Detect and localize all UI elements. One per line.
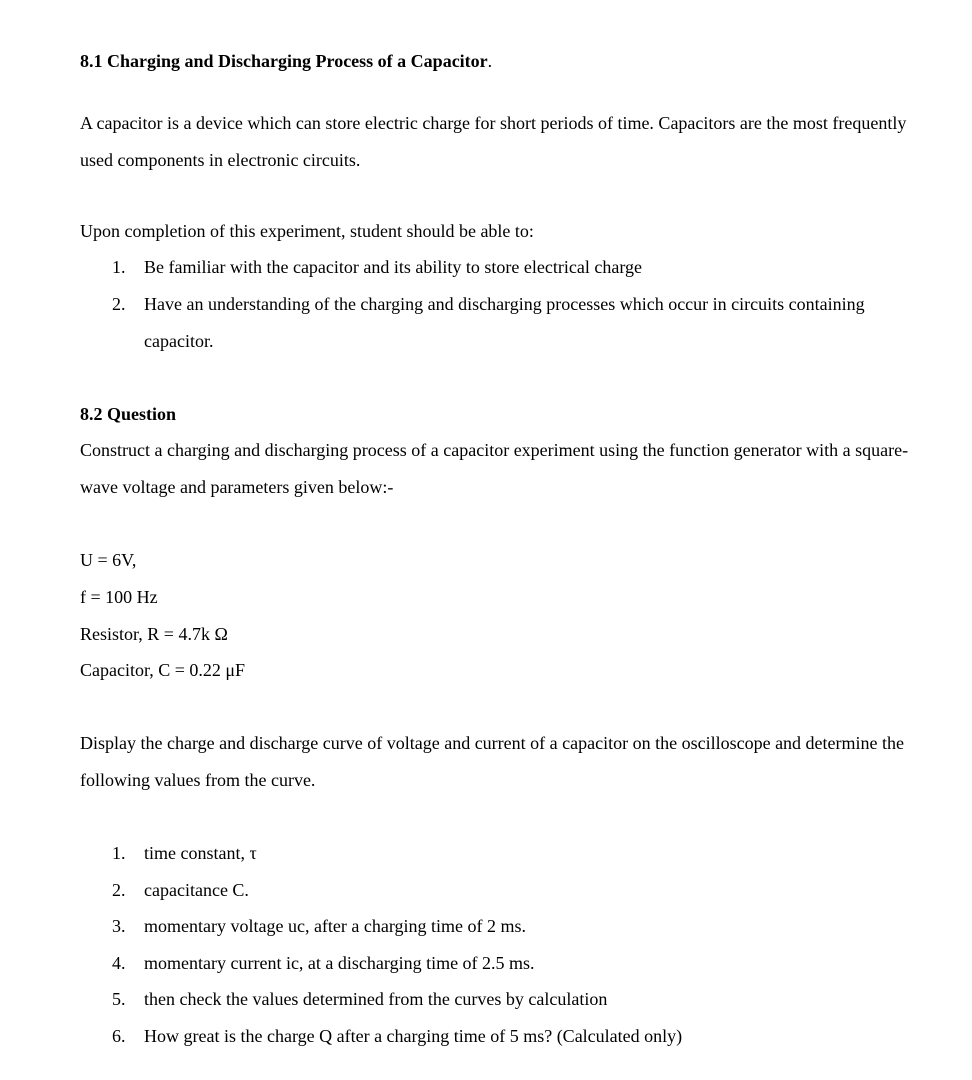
- list-item-text: then check the values determined from the curves by calculation: [144, 989, 608, 1009]
- question-prompt: Construct a charging and discharging process of a capacitor experiment using the function generator with a square-wave voltage and parameters given below:-: [80, 440, 909, 497]
- list-item-number: 5.: [112, 989, 126, 1009]
- section-8-2-title: 8.2 Question: [80, 404, 177, 424]
- section-8-1-title-period: .: [487, 51, 493, 71]
- list-item: [80, 981, 910, 1018]
- list-item-text: momentary voltage uc, after a charging time of 2 ms.: [144, 916, 527, 936]
- list-item-number: 4.: [112, 952, 126, 973]
- list-item-text: Have an understanding of the charging and discharging processes which occur in circuits containing capacitor.: [144, 294, 865, 351]
- list-item-number: 6.: [112, 1025, 126, 1046]
- section-8-1-title: [80, 50, 492, 72]
- tasks-list: [80, 835, 910, 1054]
- list-item: [80, 1018, 910, 1055]
- list-item-number: 2.: [112, 879, 126, 900]
- list-item: [80, 286, 910, 360]
- list-item-text: capacitance C.: [144, 879, 249, 900]
- list-item-number: 2.: [112, 294, 126, 314]
- list-item-text: Be familiar with the capacitor and its ability to store electrical charge: [144, 257, 642, 277]
- list-item-number: 1.: [112, 843, 126, 863]
- list-item: [80, 872, 910, 909]
- parameter-capacitor: Capacitor, C = 0.22 μF: [80, 660, 246, 680]
- list-item-text: time constant, τ: [144, 843, 257, 863]
- objectives-lead: Upon completion of this experiment, student should be able to:: [80, 221, 534, 241]
- intro-paragraph: A capacitor is a device which can store electric charge for short periods of time. Capacitors are the most frequently used components in electronic circuits.: [80, 113, 907, 170]
- parameter-voltage: U = 6V,: [80, 550, 137, 570]
- list-item-number: 3.: [112, 916, 126, 936]
- display-instruction: Display the charge and discharge curve of voltage and current of a capacitor on the oscilloscope and determine the following values from the curve.: [80, 733, 905, 790]
- list-item: [80, 908, 910, 945]
- list-item-text: How great is the charge Q after a charging time of 5 ms? (Calculated only): [144, 1025, 683, 1046]
- parameter-resistor: Resistor, R = 4.7k Ω: [80, 624, 228, 644]
- list-item: [80, 945, 910, 982]
- objectives-list: [80, 249, 910, 360]
- list-item-text: momentary current ic, at a discharging time of 2.5 ms.: [144, 952, 535, 973]
- section-8-1-title-text: 8.1 Charging and Discharging Process of a Capacitor: [80, 51, 488, 71]
- list-item-number: 1.: [112, 257, 126, 277]
- list-item: [80, 835, 910, 872]
- list-item: [80, 249, 910, 286]
- parameter-frequency: f = 100 Hz: [80, 587, 158, 607]
